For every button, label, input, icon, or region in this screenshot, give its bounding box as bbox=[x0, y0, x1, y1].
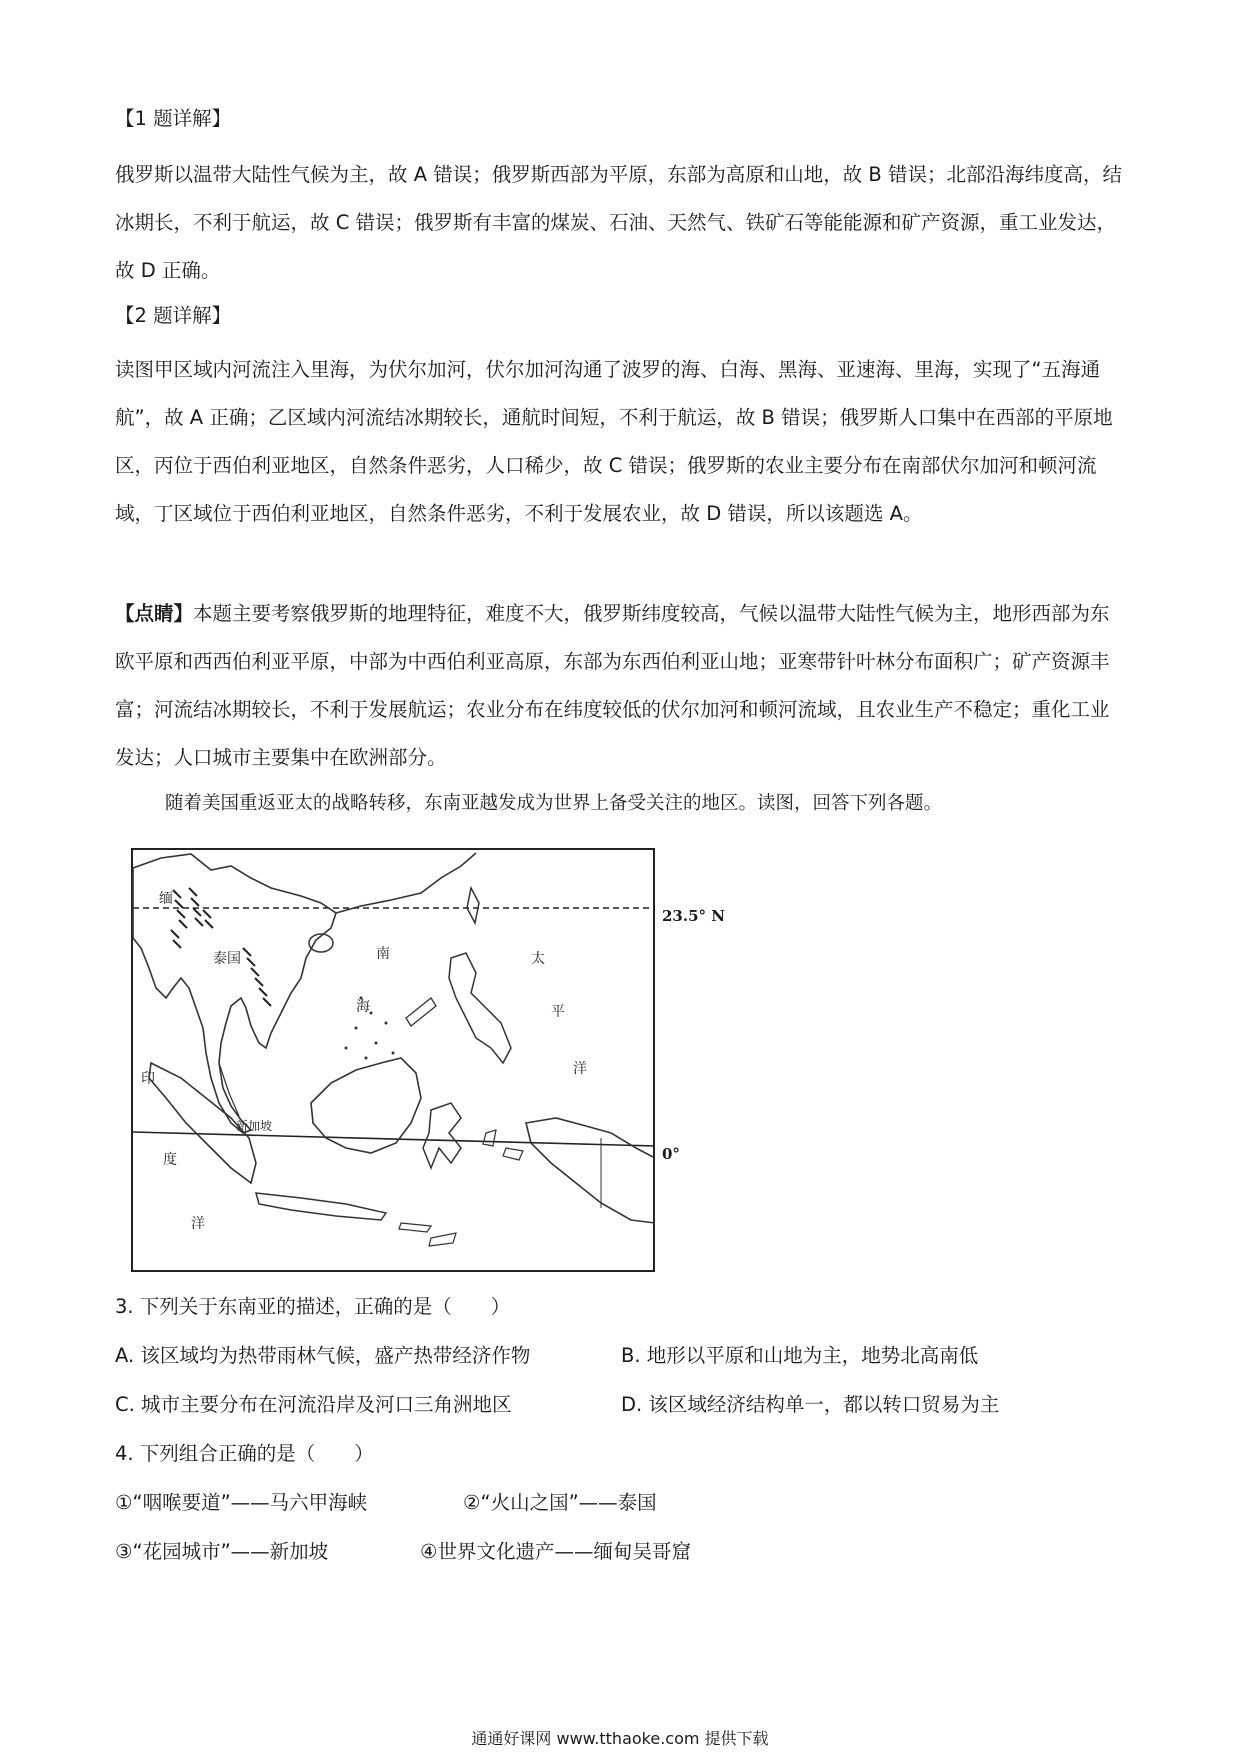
singapore-label: 新加坡 bbox=[236, 1119, 273, 1133]
q4-item-4: ④世界文化遗产——缅甸吴哥窟 bbox=[420, 1540, 691, 1563]
thailand-label: 泰国 bbox=[213, 951, 241, 967]
section1-paragraph: 俄罗斯以温带大陆性气候为主，故 A 错误；俄罗斯西部为平原，东部为高原和山地，故 B 错误；北部沿海纬度高，结冰期长，不利于航运，故 C 错误；俄罗斯有丰富的煤炭、石油、天然气、铁矿石等能能源和矿产资源，重工业发达，故 D 正确。 bbox=[115, 163, 1123, 282]
myanmar-label: 缅 bbox=[159, 891, 173, 907]
southeast-asia-map bbox=[131, 848, 655, 1272]
q3-option-a: A. 该区域均为热带雨林气候，盛产热带经济作物 bbox=[115, 1344, 531, 1367]
section2-paragraph: 读图甲区域内河流注入里海，为伏尔加河，伏尔加河沟通了波罗的海、白海、黑海、亚速海、里海，实现了“五海通航”，故 A 正确；乙区域内河流结冰期较长，通航时间短，不利于航运，故 B 错误；俄罗斯人口集中在西部的平原地区，丙位于西伯利亚地区，自然条件恶劣，人口稀少，故 C 错误；俄罗斯的农业主要分布在南部伏尔加河和顿河流域，丁区域位于西伯利亚地区，自然条件恶劣，不利于发展农业，故 D 错误，所以该题选 A。 bbox=[115, 358, 1113, 525]
south-label: 南 bbox=[376, 946, 390, 962]
q4-stem: 4. 下列组合正确的是（ ） bbox=[115, 1442, 374, 1465]
page-footer: 通通好课网 www.tthaoke.com 提供下载 bbox=[471, 1729, 769, 1748]
yin-label: 印 bbox=[141, 1071, 155, 1087]
map-figure bbox=[131, 848, 655, 1272]
pacific-yang-label: 洋 bbox=[573, 1061, 587, 1077]
lat-top-outside-label: 23.5° N bbox=[662, 907, 725, 925]
section2-heading: 【2 题详解】 bbox=[115, 304, 232, 327]
question-intro: 随着美国重返亚太的战略转移，东南亚越发成为世界上备受关注的地区。读图，回答下列各题。 bbox=[165, 793, 943, 814]
du-label: 度 bbox=[163, 1152, 177, 1168]
section1-text bbox=[115, 151, 1125, 295]
q3-stem: 3. 下列关于东南亚的描述，正确的是（ ） bbox=[115, 1295, 511, 1318]
section2-text bbox=[115, 346, 1125, 538]
comment-text: 本题主要考察俄罗斯的地理特征，难度不大，俄罗斯纬度较高，气候以温带大陆性气候为主，地形西部为东欧平原和西西伯利亚平原，中部为中西伯利亚高原，东部为东西伯利亚山地；亚寒带针叶林分布面积广；矿产资源丰富；河流结冰期较长，不利于发展航运；农业分布在纬度较低的伏尔加河和顿河流域，且农业生产不稳定；重化工业发达；人口城市主要集中在欧洲部分。 bbox=[115, 602, 1110, 769]
q4-item-3: ③“花园城市”——新加坡 bbox=[115, 1540, 329, 1563]
tai-label: 太 bbox=[531, 951, 545, 967]
q3-option-b: B. 地形以平原和山地为主，地势北高南低 bbox=[621, 1344, 979, 1367]
equator-outside-label: 0° bbox=[662, 1145, 680, 1163]
q4-item-1: ①“咽喉要道”——马六甲海峡 bbox=[115, 1491, 368, 1514]
q3-option-d: D. 该区域经济结构单一，都以转口贸易为主 bbox=[621, 1393, 1000, 1416]
comment-paragraph bbox=[115, 590, 1125, 782]
sea-label: 海 bbox=[356, 999, 370, 1015]
comment-heading: 【点睛】 bbox=[115, 602, 194, 625]
q3-option-c: C. 城市主要分布在河流沿岸及河口三角洲地区 bbox=[115, 1393, 512, 1416]
indian-yang-label: 洋 bbox=[191, 1216, 205, 1232]
comment-block bbox=[115, 590, 1125, 782]
q4-item-2: ②“火山之国”——泰国 bbox=[463, 1491, 657, 1514]
ping-label: 平 bbox=[551, 1004, 565, 1020]
section1-heading: 【1 题详解】 bbox=[115, 107, 232, 130]
